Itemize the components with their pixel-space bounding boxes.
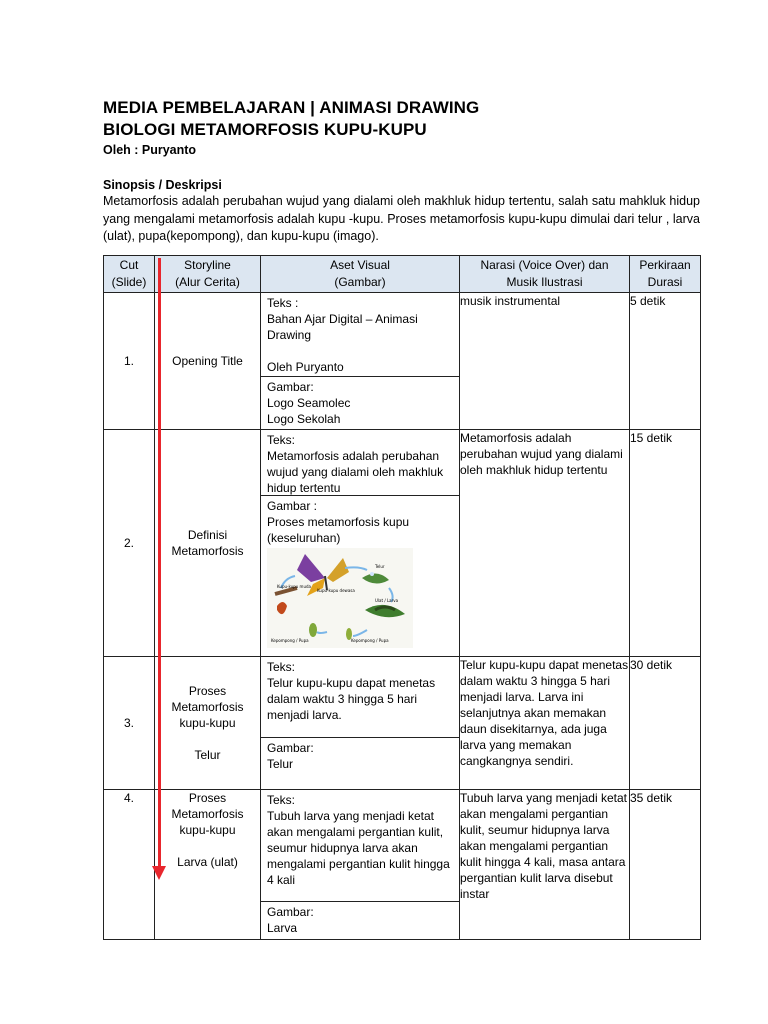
chrysalis-icon — [309, 623, 317, 637]
teks-extra: Oleh Puryanto — [267, 360, 344, 374]
header-cut-line2: (Slide) — [111, 275, 147, 289]
storyline-line: Definisi — [187, 528, 228, 542]
gambar-content: Proses metamorfosis kupu (keseluruhan) — [267, 515, 410, 545]
aset-teks-section — [261, 790, 459, 901]
gambar-content: Larva — [267, 921, 298, 935]
row-narasi: Telur kupu-kupu dapat menetas dalam waktu 3 hingga 5 hari menjadi larva. Larva ini selanjutnya akan memakan daun disekitarnya, ada juga larva yang memakan cangkangnya sendiri. — [460, 657, 630, 790]
aset-teks-section — [261, 657, 459, 737]
metamorphosis-cycle-diagram — [267, 548, 413, 648]
row-aset-visual — [261, 790, 460, 940]
aset-gambar-section — [261, 901, 459, 938]
header-aset-visual — [261, 256, 460, 293]
row-durasi: 35 detik — [630, 790, 701, 940]
header-durasi — [630, 256, 701, 293]
teks-content: Telur kupu-kupu dapat menetas dalam waktu 3 hingga 5 hari menjadi larva. — [267, 676, 436, 722]
gambar-item: Logo Sekolah — [267, 412, 341, 426]
label-kupu-dewasa: Kupu-kupu dewasa — [317, 588, 355, 593]
row-aset-visual — [261, 657, 460, 790]
header-narasi-line2: Musik Ilustrasi — [506, 275, 583, 289]
author: Oleh : Puryanto — [103, 143, 197, 157]
gambar-content: Telur — [267, 757, 294, 771]
storyboard-table — [103, 255, 701, 940]
teks-content: Bahan Ajar Digital – Animasi Drawing — [267, 312, 418, 342]
teks-content: Tubuh larva yang menjadi ketat akan mengalami pergantian kulit, seumur hidupnya larva akan mengalami pergantian kulit hingga 4 kali — [267, 809, 450, 887]
row-durasi: 15 detik — [630, 430, 701, 657]
header-narasi — [460, 256, 630, 293]
header-storyline-line1: Storyline — [184, 258, 231, 272]
row-aset-visual — [261, 293, 460, 430]
storyline-line: Larva (ulat) — [177, 855, 238, 869]
teks-label: Teks: — [267, 433, 296, 447]
row-storyline: Opening Title — [155, 293, 261, 430]
row-durasi: 5 detik — [630, 293, 701, 430]
header-aset-line2: (Gambar) — [334, 275, 386, 289]
header-storyline — [155, 256, 261, 293]
red-arrow-shaft — [158, 258, 161, 870]
header-aset-line1: Aset Visual — [330, 258, 390, 272]
aset-teks-section — [261, 293, 459, 376]
gambar-label: Gambar: — [267, 905, 314, 919]
row-storyline — [155, 790, 261, 940]
aset-gambar-section — [261, 495, 459, 650]
row-number: 2. — [104, 430, 155, 657]
label-telur: Telur — [375, 564, 385, 569]
title-line-1: MEDIA PEMBELAJARAN | ANIMASI DRAWING — [103, 98, 480, 117]
egg-icon — [370, 572, 374, 576]
storyline-line: Proses — [188, 684, 227, 698]
table-row — [104, 430, 701, 657]
row-number: 4. — [104, 790, 155, 940]
arrow-icon — [317, 632, 327, 633]
label-ulat: Ulat / Larva — [375, 598, 399, 603]
table-row — [104, 293, 701, 430]
header-narasi-line1: Narasi (Voice Over) dan — [480, 258, 609, 272]
storyline-line: kupu-kupu — [179, 823, 236, 837]
header-cut-line1: Cut — [119, 258, 139, 272]
row-aset-visual — [261, 430, 460, 657]
storyline-line: Proses — [188, 791, 227, 805]
label-kepompong-right: Kepompong / Pupa — [351, 638, 389, 643]
red-arrow-down-icon — [152, 866, 166, 880]
row-narasi: Tubuh larva yang menjadi ketat akan mengalami pergantian kulit, seumur hidupnya larva akan mengalami pergantian kulit hingga 4 kali, masa antara pergantian kulit larva disebut instar — [460, 790, 630, 940]
row-storyline — [155, 657, 261, 790]
gambar-item: Logo Seamolec — [267, 396, 351, 410]
storyline-line: kupu-kupu — [179, 716, 236, 730]
storyline-line: Telur — [194, 748, 221, 762]
gambar-label: Gambar : — [267, 499, 318, 513]
row-durasi: 30 detik — [630, 657, 701, 790]
row-narasi: musik instrumental — [460, 293, 630, 430]
aset-teks-section — [261, 430, 459, 495]
header-durasi-line1: Perkiraan — [639, 258, 691, 272]
row-narasi: Metamorfosis adalah perubahan wujud yang dialami oleh makhluk hidup tertentu — [460, 430, 630, 657]
title-line-2: BIOLOGI METAMORFOSIS KUPU-KUPU — [103, 120, 427, 139]
gambar-label: Gambar: — [267, 380, 314, 394]
teks-label: Teks: — [267, 660, 296, 674]
storyline-line: Metamorfosis — [171, 700, 244, 714]
storyline-line: Metamorfosis — [171, 807, 244, 821]
label-kepompong-left: Kepompong / Pupa — [271, 638, 309, 643]
storyline-line: Metamorfosis — [171, 544, 244, 558]
teks-label: Teks : — [267, 296, 299, 310]
synopsis-title: Sinopsis / Deskripsi — [103, 178, 222, 192]
row-number: 1. — [104, 293, 155, 430]
synopsis-body: Metamorfosis adalah perubahan wujud yang dialami oleh makhluk hidup tertentu, salah satu mahkluk hidup yang mengalami metamorfosis adalah kupu -kupu. Proses metamorfosis kupu-kupu dimulai dari telur , larva (ulat), pupa(kepompong), dan kupu-kupu (imago). — [103, 194, 700, 243]
aset-gambar-section — [261, 737, 459, 774]
teks-label: Teks: — [267, 793, 296, 807]
row-number: 3. — [104, 657, 155, 790]
table-row — [104, 657, 701, 790]
header-durasi-line2: Durasi — [647, 275, 683, 289]
label-kupu-muda: Kupu-kupu muda — [277, 584, 311, 589]
aset-gambar-section — [261, 376, 459, 429]
header-cut — [104, 256, 155, 293]
row-storyline — [155, 430, 261, 657]
table-header-row — [104, 256, 701, 293]
header-storyline-line2: (Alur Cerita) — [175, 275, 240, 289]
table-row — [104, 790, 701, 940]
teks-content: Metamorfosis adalah perubahan wujud yang dialami oleh makhluk hidup tertentu — [267, 449, 444, 495]
gambar-label: Gambar: — [267, 741, 314, 755]
